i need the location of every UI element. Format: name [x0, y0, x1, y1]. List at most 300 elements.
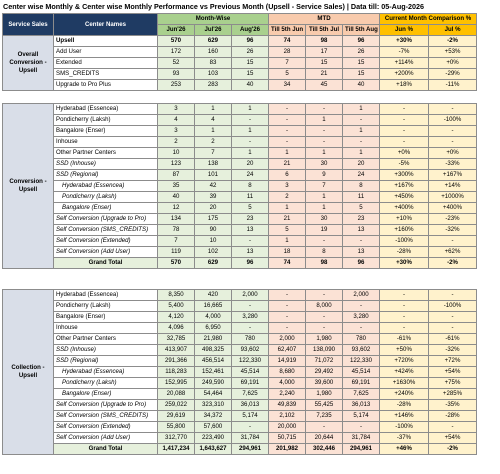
center-name-cell: Self Conversion (Add User)	[54, 433, 158, 444]
value-cell: 3	[158, 104, 195, 115]
value-cell: 83	[195, 58, 232, 69]
section-table	[2, 13, 477, 91]
value-cell: 629	[195, 258, 232, 269]
value-cell: 3	[269, 181, 306, 192]
value-cell: 1	[343, 148, 380, 159]
table-row	[3, 159, 477, 170]
report-title: Center wise Monthly & Center wise Monthly Performance vs Previous Month (Upsell - Service Sales) | Data till: 05-Aug-2026	[3, 2, 424, 11]
value-cell: 24	[343, 170, 380, 181]
center-name-cell: SSD (Regional)	[54, 170, 158, 181]
center-name-cell: SSD (Regional)	[54, 356, 158, 367]
value-cell: +46%	[380, 444, 429, 455]
table-row	[3, 115, 477, 126]
value-cell: 40	[232, 80, 269, 91]
value-cell: 103	[195, 69, 232, 80]
value-cell: 4,000	[269, 378, 306, 389]
value-cell: -	[343, 301, 380, 312]
value-cell: -32%	[429, 225, 477, 236]
value-cell: +18%	[380, 80, 429, 91]
value-cell: 4,120	[158, 312, 195, 323]
center-name-cell: Bangalore (Enser)	[54, 203, 158, 214]
value-cell: -100%	[380, 422, 429, 433]
service-sales-header: Service Sales	[3, 14, 54, 36]
value-cell: -37%	[380, 433, 429, 444]
value-cell: 50,715	[269, 433, 306, 444]
value-cell: +1630%	[380, 378, 429, 389]
center-name-cell: Self Conversion (Upgrade to Pro)	[54, 400, 158, 411]
value-cell: 4,000	[195, 312, 232, 323]
value-cell: +0%	[380, 148, 429, 159]
value-cell: +285%	[429, 389, 477, 400]
table-row	[3, 203, 477, 214]
value-cell: 6,950	[195, 323, 232, 334]
value-cell: 138	[195, 159, 232, 170]
value-cell: 294,961	[232, 444, 269, 455]
value-cell: -61%	[380, 334, 429, 345]
value-cell: 20,644	[306, 433, 343, 444]
value-cell: 122,330	[343, 356, 380, 367]
value-cell: -	[269, 312, 306, 323]
value-cell: 49,839	[269, 400, 306, 411]
center-name-cell: Self Conversion (Extended)	[54, 236, 158, 247]
value-cell: -	[429, 236, 477, 247]
value-cell: 5,174	[232, 411, 269, 422]
value-cell: -33%	[429, 159, 477, 170]
table-row	[3, 214, 477, 225]
value-cell: -11%	[429, 80, 477, 91]
value-cell: -2%	[429, 258, 477, 269]
value-cell: -61%	[429, 334, 477, 345]
center-name-cell: Inhouse	[54, 137, 158, 148]
value-cell: 93,602	[343, 345, 380, 356]
table-row	[3, 345, 477, 356]
value-cell: +160%	[380, 225, 429, 236]
value-cell: 69,191	[343, 378, 380, 389]
value-cell: -	[306, 104, 343, 115]
center-name-cell: Self Conversion (SMS_CREDITS)	[54, 225, 158, 236]
grand-total-row	[3, 258, 477, 269]
table-row	[3, 69, 477, 80]
value-cell: -	[343, 137, 380, 148]
value-cell: 45,514	[232, 367, 269, 378]
value-cell: 98	[306, 36, 343, 47]
value-cell: -	[306, 312, 343, 323]
column-header: Aug'26	[232, 25, 269, 36]
value-cell: -2%	[429, 36, 477, 47]
value-cell: 31,784	[232, 433, 269, 444]
center-name-cell: Self Conversion (SMS_CREDITS)	[54, 411, 158, 422]
value-cell: 15	[306, 58, 343, 69]
table-row	[3, 181, 477, 192]
value-cell: 1,643,627	[195, 444, 232, 455]
table-row	[3, 323, 477, 334]
value-cell: -28%	[380, 247, 429, 258]
value-cell: 5	[232, 203, 269, 214]
value-cell: 7,625	[343, 389, 380, 400]
center-name-cell: Self Conversion (Upgrade to Pro)	[54, 214, 158, 225]
center-name-cell: Add User	[54, 47, 158, 58]
value-cell: 13	[232, 247, 269, 258]
value-cell: 1	[195, 126, 232, 137]
value-cell: 1,980	[306, 334, 343, 345]
value-cell: 312,770	[158, 433, 195, 444]
table-row	[3, 411, 477, 422]
value-cell: 78	[158, 225, 195, 236]
value-cell: 90	[195, 225, 232, 236]
center-name-cell: SSD (Inhouse)	[54, 345, 158, 356]
value-cell: 1	[232, 104, 269, 115]
section-label: Overall Conversion - Upsell	[3, 36, 54, 91]
value-cell: 2,000	[269, 334, 306, 345]
value-cell: 5,174	[343, 411, 380, 422]
value-cell: 20,088	[158, 389, 195, 400]
value-cell: 11	[232, 192, 269, 203]
value-cell: 16,665	[195, 301, 232, 312]
value-cell: 1	[306, 192, 343, 203]
center-name-cell: Grand Total	[54, 258, 158, 269]
value-cell: 10	[158, 148, 195, 159]
center-name-cell: Self Conversion (Extended)	[54, 422, 158, 433]
value-cell: 1	[306, 148, 343, 159]
table-row	[3, 301, 477, 312]
value-cell: -	[269, 290, 306, 301]
value-cell: 1,980	[306, 389, 343, 400]
value-cell: 134	[158, 214, 195, 225]
value-cell: -	[380, 290, 429, 301]
value-cell: -	[343, 236, 380, 247]
value-cell: 2,000	[232, 290, 269, 301]
value-cell: 570	[158, 36, 195, 47]
value-cell: 413,907	[158, 345, 195, 356]
value-cell: 52	[158, 58, 195, 69]
value-cell: 39,600	[306, 378, 343, 389]
value-cell: -	[380, 323, 429, 334]
value-cell: -	[429, 290, 477, 301]
value-cell: 74	[269, 258, 306, 269]
value-cell: +240%	[380, 389, 429, 400]
value-cell: 62,407	[269, 345, 306, 356]
value-cell: 5	[343, 203, 380, 214]
value-cell: 2,240	[269, 389, 306, 400]
value-cell: -	[269, 301, 306, 312]
center-name-cell: Bangalore (Enser)	[54, 389, 158, 400]
value-cell: 8,000	[306, 301, 343, 312]
value-cell: -7%	[380, 47, 429, 58]
value-cell: -	[343, 422, 380, 433]
value-cell: +72%	[429, 356, 477, 367]
section-label: Conversion - Upsell	[3, 104, 54, 269]
value-cell: 26	[343, 47, 380, 58]
center-name-cell: Upsell	[54, 36, 158, 47]
value-cell: -	[429, 126, 477, 137]
value-cell: 8	[306, 247, 343, 258]
value-cell: 7	[195, 148, 232, 159]
value-cell: 45	[306, 80, 343, 91]
center-name-cell: Bangalore (Enser)	[54, 126, 158, 137]
value-cell: 291,366	[158, 356, 195, 367]
value-cell: 2	[195, 137, 232, 148]
center-name-cell: Pondicherry (Laksh)	[54, 301, 158, 312]
value-cell: -35%	[429, 400, 477, 411]
value-cell: -	[380, 115, 429, 126]
value-cell: 23	[343, 214, 380, 225]
value-cell: 26	[232, 47, 269, 58]
center-name-cell: Pondicherry (Laksh)	[54, 378, 158, 389]
value-cell: 1	[232, 126, 269, 137]
value-cell: 98	[306, 258, 343, 269]
value-cell: 175	[195, 214, 232, 225]
value-cell: 40	[343, 80, 380, 91]
table-row	[3, 356, 477, 367]
value-cell: 302,446	[306, 444, 343, 455]
value-cell: 35	[158, 181, 195, 192]
table-row	[3, 236, 477, 247]
center-name-cell: Inhouse	[54, 323, 158, 334]
value-cell: -	[306, 126, 343, 137]
value-cell: +54%	[429, 433, 477, 444]
value-cell: -	[380, 137, 429, 148]
value-cell: 323,310	[195, 400, 232, 411]
value-cell: +75%	[429, 378, 477, 389]
value-cell: 55,425	[306, 400, 343, 411]
value-cell: 71,072	[306, 356, 343, 367]
value-cell: 69,191	[232, 378, 269, 389]
center-name-cell: Pondicherry (Laksh)	[54, 192, 158, 203]
value-cell: -29%	[429, 69, 477, 80]
table-row	[3, 422, 477, 433]
value-cell: 93	[158, 69, 195, 80]
value-cell: 2	[158, 137, 195, 148]
value-cell: +167%	[429, 170, 477, 181]
value-cell: -	[429, 312, 477, 323]
value-cell: -28%	[429, 411, 477, 422]
value-cell: 118,283	[158, 367, 195, 378]
value-cell: 15	[232, 58, 269, 69]
center-name-cell: Hyderabad (Essencea)	[54, 181, 158, 192]
value-cell: 39	[195, 192, 232, 203]
value-cell: -	[232, 323, 269, 334]
value-cell: 28	[269, 47, 306, 58]
value-cell: 160	[195, 47, 232, 58]
value-cell: +400%	[429, 203, 477, 214]
value-cell: +30%	[380, 36, 429, 47]
value-cell: 629	[195, 36, 232, 47]
value-cell: 20	[232, 159, 269, 170]
value-cell: -	[269, 323, 306, 334]
value-cell: -100%	[380, 236, 429, 247]
value-cell: 294,961	[343, 444, 380, 455]
center-name-cell: Self Conversion (Add User)	[54, 247, 158, 258]
value-cell: 8	[232, 181, 269, 192]
value-cell: -	[306, 422, 343, 433]
value-cell: -	[380, 301, 429, 312]
value-cell: 24	[232, 170, 269, 181]
section-label: Collection - Upsell	[3, 290, 54, 455]
value-cell: +53%	[429, 47, 477, 58]
column-header: Jul %	[429, 25, 477, 36]
value-cell: 93,602	[232, 345, 269, 356]
value-cell: 172	[158, 47, 195, 58]
value-cell: 9	[306, 170, 343, 181]
value-cell: 20,000	[269, 422, 306, 433]
table-row	[3, 225, 477, 236]
table-row	[3, 312, 477, 323]
value-cell: 4,096	[158, 323, 195, 334]
value-cell: 498,325	[195, 345, 232, 356]
value-cell: 1	[343, 126, 380, 137]
value-cell: 1	[269, 203, 306, 214]
value-cell: 34	[269, 80, 306, 91]
table-row	[3, 400, 477, 411]
value-cell: -100%	[429, 115, 477, 126]
value-cell: -	[380, 104, 429, 115]
value-cell: 87	[158, 170, 195, 181]
value-cell: 8,350	[158, 290, 195, 301]
value-cell: -	[343, 115, 380, 126]
value-cell: 96	[343, 36, 380, 47]
value-cell: 13	[343, 247, 380, 258]
column-header: Jun'26	[158, 25, 195, 36]
value-cell: 249,590	[195, 378, 232, 389]
value-cell: 55,800	[158, 422, 195, 433]
value-cell: 10	[195, 236, 232, 247]
table-row	[3, 389, 477, 400]
value-cell: +10%	[380, 214, 429, 225]
column-header: Till 5th Aug	[343, 25, 380, 36]
value-cell: -	[232, 137, 269, 148]
center-name-cell: Grand Total	[54, 444, 158, 455]
value-cell: 138,090	[306, 345, 343, 356]
value-cell: 259,022	[158, 400, 195, 411]
value-cell: 96	[232, 36, 269, 47]
value-cell: +14%	[429, 181, 477, 192]
value-cell: 101	[195, 170, 232, 181]
value-cell: 7,625	[232, 389, 269, 400]
value-cell: 456,514	[195, 356, 232, 367]
value-cell: 40	[158, 192, 195, 203]
value-cell: 5	[269, 225, 306, 236]
value-cell: 780	[343, 334, 380, 345]
value-cell: 21	[269, 159, 306, 170]
center-name-cell: Hyderabad (Essencea)	[54, 367, 158, 378]
value-cell: -	[269, 104, 306, 115]
value-cell: -	[232, 236, 269, 247]
section-table	[2, 289, 477, 455]
value-cell: 2,000	[343, 290, 380, 301]
value-cell: 13	[232, 225, 269, 236]
value-cell: 1	[269, 236, 306, 247]
value-cell: 122,330	[232, 356, 269, 367]
value-cell: 4	[195, 115, 232, 126]
value-cell: 1,417,234	[158, 444, 195, 455]
value-cell: +146%	[380, 411, 429, 422]
value-cell: 29,619	[158, 411, 195, 422]
value-cell: 152,995	[158, 378, 195, 389]
center-names-header: Center Names	[54, 14, 158, 36]
value-cell: 123	[158, 159, 195, 170]
value-cell: 8	[343, 181, 380, 192]
value-cell: 1	[269, 148, 306, 159]
value-cell: +400%	[380, 203, 429, 214]
value-cell: 119	[158, 247, 195, 258]
value-cell: 780	[232, 334, 269, 345]
value-cell: 1	[195, 104, 232, 115]
value-cell: -	[429, 137, 477, 148]
center-name-cell: Hyderabad (Essencea)	[54, 104, 158, 115]
value-cell: 29,492	[306, 367, 343, 378]
value-cell: 18	[269, 247, 306, 258]
value-cell: 30	[306, 159, 343, 170]
value-cell: -23%	[429, 214, 477, 225]
value-cell: 21	[306, 69, 343, 80]
value-cell: -	[429, 104, 477, 115]
value-cell: 36,013	[232, 400, 269, 411]
value-cell: -	[232, 422, 269, 433]
value-cell: 283	[195, 80, 232, 91]
center-name-cell: Other Partner Centers	[54, 334, 158, 345]
center-name-cell: Other Partner Centers	[54, 148, 158, 159]
column-header: Till 5th Jul	[306, 25, 343, 36]
value-cell: +62%	[429, 247, 477, 258]
value-cell: 8,680	[269, 367, 306, 378]
center-name-cell: Hyderabad (Essencea)	[54, 290, 158, 301]
value-cell: 30	[306, 214, 343, 225]
month-wise-header: Month-Wise	[158, 14, 269, 25]
comparison-header: Current Month Comparison %	[380, 14, 477, 25]
value-cell: -	[269, 115, 306, 126]
value-cell: +30%	[380, 258, 429, 269]
value-cell: 15	[343, 58, 380, 69]
value-cell: 15	[232, 69, 269, 80]
value-cell: 201,982	[269, 444, 306, 455]
value-cell: 7,235	[306, 411, 343, 422]
value-cell: -	[429, 323, 477, 334]
value-cell: 420	[195, 290, 232, 301]
table-row	[3, 58, 477, 69]
value-cell: +300%	[380, 170, 429, 181]
value-cell: 2	[269, 192, 306, 203]
value-cell: +50%	[380, 345, 429, 356]
value-cell: 1	[343, 104, 380, 115]
value-cell: 96	[232, 258, 269, 269]
value-cell: 2,102	[269, 411, 306, 422]
value-cell: 54,464	[195, 389, 232, 400]
value-cell: 32,785	[158, 334, 195, 345]
value-cell: 7	[269, 58, 306, 69]
section-table	[2, 103, 477, 269]
value-cell: 152,461	[195, 367, 232, 378]
value-cell: 21	[269, 214, 306, 225]
mtd-header: MTD	[269, 14, 380, 25]
value-cell: 223,490	[195, 433, 232, 444]
value-cell: 45,514	[343, 367, 380, 378]
value-cell: +54%	[429, 367, 477, 378]
value-cell: +450%	[380, 192, 429, 203]
column-header: Jul'26	[195, 25, 232, 36]
value-cell: -100%	[429, 301, 477, 312]
value-cell: -	[429, 422, 477, 433]
table-row	[3, 47, 477, 58]
value-cell: -	[306, 137, 343, 148]
grand-total-row	[3, 444, 477, 455]
value-cell: 3	[158, 126, 195, 137]
value-cell: +167%	[380, 181, 429, 192]
center-name-cell: Upgrade to Pro Plus	[54, 80, 158, 91]
center-name-cell: Pondicherry (Laksh)	[54, 115, 158, 126]
value-cell: 20	[343, 159, 380, 170]
value-cell: -	[306, 290, 343, 301]
table-row	[3, 247, 477, 258]
